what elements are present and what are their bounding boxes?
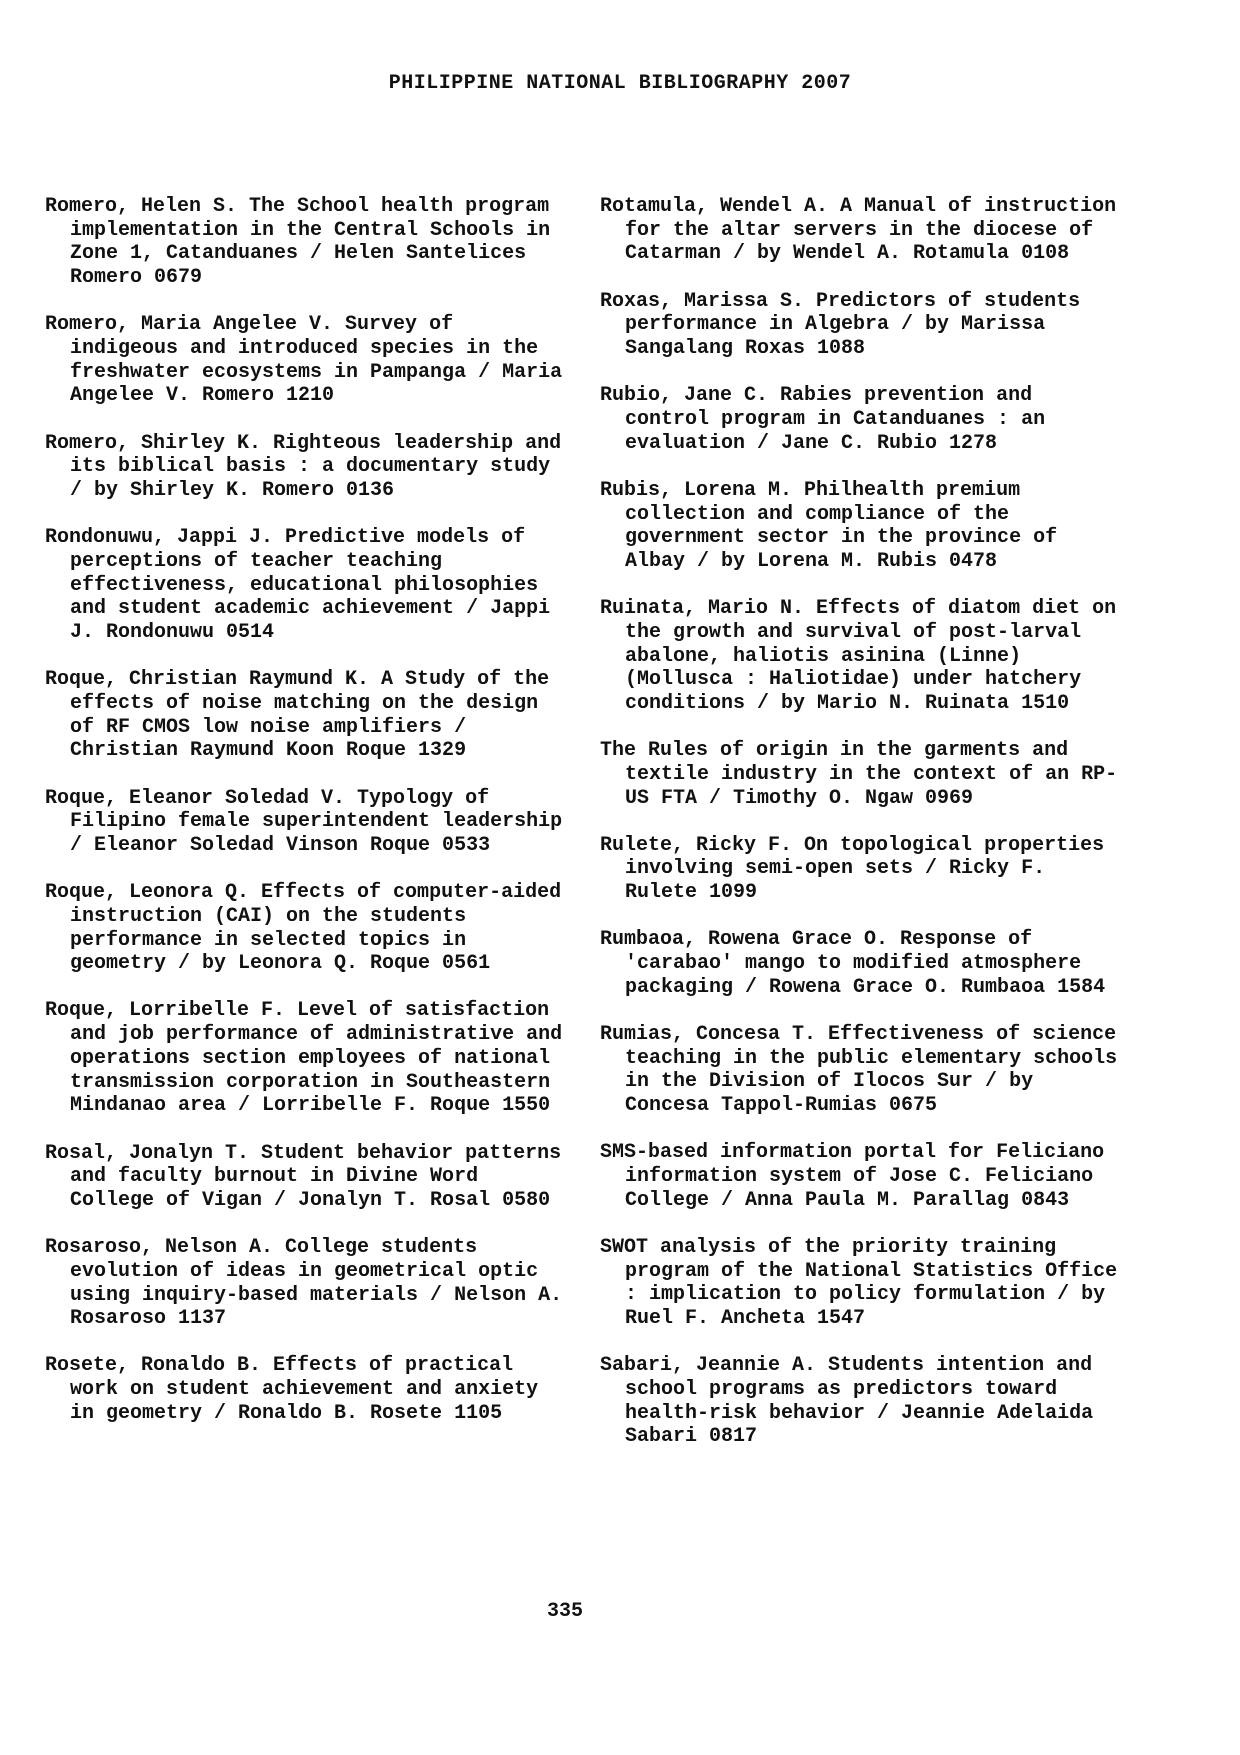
- bibliography-entry: Rulete, Ricky F. On topological properties involving semi-open sets / Ricky F. Rulete 1099: [600, 833, 1105, 905]
- bibliography-entry: Roque, Lorribelle F. Level of satisfaction and job performance of administrative and operations section employees of national transmission corporation in Southeastern Mindanao area / Lorribelle F. Roque 1550: [45, 999, 563, 1118]
- bibliography-entry: Rosete, Ronaldo B. Effects of practical work on student achievement and anxiety in geometry / Ronaldo B. Rosete 1105: [45, 1354, 539, 1425]
- left-column: [45, 195, 565, 1449]
- page-number: 335: [546, 1600, 583, 1623]
- bibliography-entry: Ruinata, Mario N. Effects of diatom diet on the growth and survival of post-larval abalone, haliotis asinina (Linne) (Mollusca : Haliotidae) under hatchery conditions / by Mario N. Ruinata 1510: [600, 597, 1117, 715]
- bibliography-entry: Rumbaoa, Rowena Grace O. Response of 'carabao' mango to modified atmosphere packaging / Rowena Grace O. Rumbaoa 1584: [600, 928, 1106, 999]
- page-title: PHILIPPINE NATIONAL BIBLIOGRAPHY 2007: [388, 72, 852, 95]
- bibliography-entry: Rubis, Lorena M. Philhealth premium collection and compliance of the government sector in the province of Albay / by Lorena M. Rubis 0478: [600, 478, 1058, 573]
- bibliography-entry: Rosaroso, Nelson A. College students evolution of ideas in geometrical optic using inquiry-based materials / Nelson A. Rosaroso 1137: [45, 1236, 563, 1331]
- right-column: [600, 195, 1120, 1473]
- bibliography-entry: Romero, Helen S. The School health program implementation in the Central Schools in Zone 1, Catanduanes / Helen Santelices Romero 0679: [45, 195, 551, 290]
- bibliography-entry: Roxas, Marissa S. Predictors of students performance in Algebra / by Marissa Sangalang Roxas 1088: [600, 289, 1081, 361]
- bibliography-entry: Roque, Eleanor Soledad V. Typology of Filipino female superintendent leadership / Eleanor Soledad Vinson Roque 0533: [45, 786, 563, 857]
- bibliography-entry: Sabari, Jeannie A. Students intention and school programs as predictors toward health-risk behavior / Jeannie Adelaida Sabari 0817: [600, 1354, 1094, 1449]
- bibliography-entry: SMS-based information portal for Feliciano information system of Jose C. Feliciano College / Anna Paula M. Parallag 0843: [600, 1141, 1105, 1212]
- bibliography-entry: SWOT analysis of the priority training program of the National Statistics Office : implication to policy formulation / by Ruel F. Ancheta 1547: [600, 1235, 1118, 1331]
- bibliography-entry: Roque, Christian Raymund K. A Study of the effects of noise matching on the design of RF CMOS low noise amplifiers / Christian Raymund Koon Roque 1329: [45, 668, 550, 763]
- bibliography-entry: Roque, Leonora Q. Effects of computer-aided instruction (CAI) on the students performance in selected topics in geometry / by Leonora Q. Roque 0561: [45, 881, 562, 976]
- bibliography-entry: Rubio, Jane C. Rabies prevention and control program in Catanduanes : an evaluation / Jane C. Rubio 1278: [600, 384, 1046, 455]
- bibliography-entry: The Rules of origin in the garments and textile industry in the context of an RP-US FTA / Timothy O. Ngaw 0969: [600, 739, 1118, 810]
- bibliography-entry: Rondonuwu, Jappi J. Predictive models of perceptions of teacher teaching effectiveness, educational philosophies and student academic achievement / Jappi J. Rondonuwu 0514: [45, 526, 551, 645]
- bibliography-entry: Rosal, Jonalyn T. Student behavior patterns and faculty burnout in Divine Word College of Vigan / Jonalyn T. Rosal 0580: [45, 1141, 562, 1212]
- bibliography-entry: Romero, Shirley K. Righteous leadership and its biblical basis : a documentary study / by Shirley K. Romero 0136: [45, 431, 562, 503]
- bibliography-entry: Rotamula, Wendel A. A Manual of instruction for the altar servers in the diocese of Catarman / by Wendel A. Rotamula 0108: [600, 195, 1117, 266]
- bibliography-entry: Rumias, Concesa T. Effectiveness of science teaching in the public elementary schools in the Division of Ilocos Sur / by Concesa Tappol-Rumias 0675: [600, 1022, 1118, 1118]
- bibliography-entry: Romero, Maria Angelee V. Survey of indigeous and introduced species in the freshwater ecosystems in Pampanga / Maria Angelee V. Romero 1210: [45, 313, 563, 408]
